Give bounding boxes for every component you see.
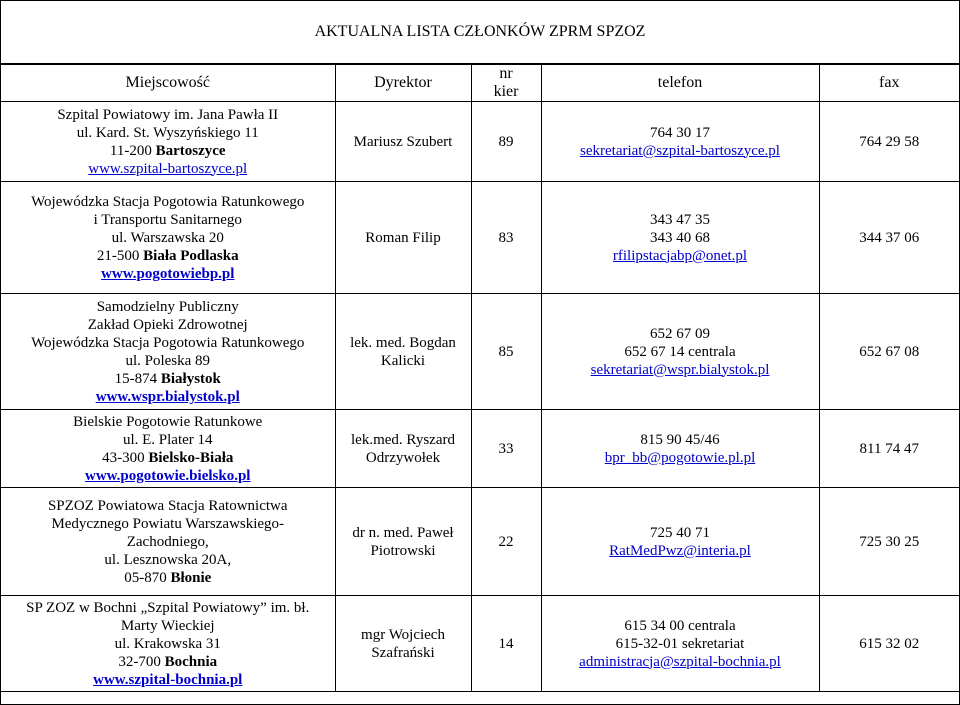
phone-number: 343 40 68: [650, 229, 710, 246]
director-name: lek.med. Ryszard: [351, 431, 455, 448]
cell-fax: 764 29 58: [819, 102, 959, 182]
header-telefon: telefon: [541, 65, 819, 102]
address-line: ul. Warszawska 20: [111, 229, 224, 246]
address-line: Medycznego Powiatu Warszawskiego-: [51, 515, 285, 532]
city-line: [5, 653, 331, 671]
website-link[interactable]: www.pogotowie.bielsko.pl: [85, 467, 251, 484]
address-line: Wojewódzka Stacja Pogotowia Ratunkowego: [31, 334, 305, 351]
cell-nr-kier: 89: [471, 102, 541, 182]
email-link[interactable]: administracja@szpital-bochnia.pl: [579, 653, 781, 670]
cell-telefon: [541, 488, 819, 596]
website-link[interactable]: www.pogotowiebp.pl: [101, 265, 235, 282]
cell-miejscowosc: [1, 294, 335, 410]
address-line: SPZOZ Powiatowa Stacja Ratownictwa: [47, 497, 288, 514]
header-nr-kier: [471, 65, 541, 102]
director-name: dr n. med. Paweł: [352, 524, 454, 541]
postal-code: 15-874: [114, 370, 161, 387]
table-row: [1, 410, 959, 488]
address-line: ul. Poleska 89: [125, 352, 211, 369]
city-name: Białystok: [160, 370, 221, 387]
phone-number: 652 67 09: [650, 325, 710, 342]
director-name: Szafrański: [371, 644, 435, 661]
phone-number: 725 40 71: [650, 524, 710, 541]
cell-telefon: [541, 294, 819, 410]
director-name: Piotrowski: [370, 542, 436, 559]
header-miejscowosc: Miejscowość: [1, 65, 335, 102]
address-line: ul. Lesznowska 20A,: [104, 551, 232, 568]
address-line: Samodzielny Publiczny: [96, 298, 239, 315]
postal-code: 43-300: [102, 449, 149, 466]
address-line: Bielskie Pogotowie Ratunkowe: [73, 413, 263, 430]
table-row: [1, 488, 959, 596]
cell-telefon: [541, 410, 819, 488]
phone-number: 764 30 17: [650, 124, 710, 141]
email-link[interactable]: RatMedPwz@interia.pl: [609, 542, 751, 559]
address-line: Szpital Powiatowy im. Jana Pawła II: [57, 106, 279, 123]
address-line: Zakład Opieki Zdrowotnej: [87, 316, 248, 333]
city-name: Błonie: [170, 569, 212, 586]
website-link[interactable]: www.szpital-bartoszyce.pl: [88, 160, 248, 177]
postal-code: 11-200: [109, 142, 156, 159]
cell-miejscowosc: [1, 488, 335, 596]
address-line: Zachodniego,: [126, 533, 209, 550]
city-name: Biała Podlaska: [143, 247, 239, 264]
address-line: SP ZOZ w Bochni „Szpital Powiatowy” im. bł.: [26, 599, 310, 616]
city-name: Bartoszyce: [155, 142, 226, 159]
postal-code: 05-870: [124, 569, 171, 586]
website-link[interactable]: www.wspr.bialystok.pl: [95, 388, 240, 405]
phone-number: 615-32-01 sekretariat: [615, 635, 745, 652]
cell-dyrektor: [335, 102, 471, 182]
title-row: [1, 1, 959, 64]
cell-miejscowosc: [1, 596, 335, 692]
cell-fax: 811 74 47: [819, 410, 959, 488]
cell-miejscowosc: [1, 182, 335, 294]
table-row: [1, 294, 959, 410]
director-name: mgr Wojciech: [361, 626, 445, 643]
cell-fax: 652 67 08: [819, 294, 959, 410]
cell-telefon: [541, 102, 819, 182]
cell-miejscowosc: [1, 102, 335, 182]
phone-number: 652 67 14 centrala: [624, 343, 736, 360]
postal-code: 21-500: [96, 247, 144, 264]
email-link[interactable]: sekretariat@wspr.bialystok.pl: [590, 361, 770, 378]
table-row: [1, 182, 959, 294]
header-dyrektor: Dyrektor: [335, 65, 471, 102]
director-name: Roman Filip: [365, 229, 441, 246]
cell-nr-kier: 83: [471, 182, 541, 294]
cell-fax: 344 37 06: [819, 182, 959, 294]
cell-dyrektor: [335, 182, 471, 294]
city-line: [5, 370, 331, 388]
header-kier: kier: [493, 83, 519, 100]
header-row: [1, 65, 959, 102]
table-row: [1, 102, 959, 182]
cell-nr-kier: 85: [471, 294, 541, 410]
city-line: [5, 449, 331, 467]
director-name: Odrzywołek: [365, 449, 441, 466]
address-line: i Transportu Sanitarnego: [93, 211, 242, 228]
cell-miejscowosc: [1, 410, 335, 488]
cell-dyrektor: [335, 410, 471, 488]
page-title: AKTUALNA LISTA CZŁONKÓW ZPRM SPZOZ: [314, 23, 646, 40]
cell-nr-kier: 22: [471, 488, 541, 596]
members-table: [1, 64, 959, 692]
cell-nr-kier: 14: [471, 596, 541, 692]
cell-telefon: [541, 596, 819, 692]
email-link[interactable]: sekretariat@szpital-bartoszyce.pl: [580, 142, 780, 159]
address-line: Marty Wieckiej: [120, 617, 215, 634]
phone-number: 343 47 35: [650, 211, 710, 228]
city-line: [5, 247, 331, 265]
cell-telefon: [541, 182, 819, 294]
postal-code: 32-700: [118, 653, 165, 670]
cell-fax: 725 30 25: [819, 488, 959, 596]
address-line: ul. Kard. St. Wyszyńskiego 11: [76, 124, 259, 141]
phone-number: 815 90 45/46: [640, 431, 720, 448]
email-link[interactable]: rfilipstacjabp@onet.pl: [612, 247, 748, 264]
city-name: Bochnia: [164, 653, 218, 670]
director-name: lek. med. Bogdan: [350, 334, 456, 351]
phone-number: 615 34 00 centrala: [624, 617, 736, 634]
director-name: Mariusz Szubert: [353, 133, 453, 150]
address-line: Wojewódzka Stacja Pogotowia Ratunkowego: [31, 193, 305, 210]
city-name: Bielsko-Biała: [148, 449, 234, 466]
cell-dyrektor: [335, 596, 471, 692]
header-nr: nr: [499, 65, 513, 82]
director-name: Kalicki: [380, 352, 426, 369]
header-fax: fax: [819, 65, 959, 102]
email-link[interactable]: bpr_bb@pogotowie.pl.pl: [604, 449, 756, 466]
cell-dyrektor: [335, 294, 471, 410]
address-line: ul. Krakowska 31: [114, 635, 221, 652]
cell-fax: 615 32 02: [819, 596, 959, 692]
table-row: [1, 596, 959, 692]
city-line: [5, 142, 331, 160]
address-line: ul. E. Plater 14: [122, 431, 213, 448]
cell-dyrektor: [335, 488, 471, 596]
website-link[interactable]: www.szpital-bochnia.pl: [93, 671, 243, 688]
city-line: [5, 569, 331, 587]
cell-nr-kier: 33: [471, 410, 541, 488]
